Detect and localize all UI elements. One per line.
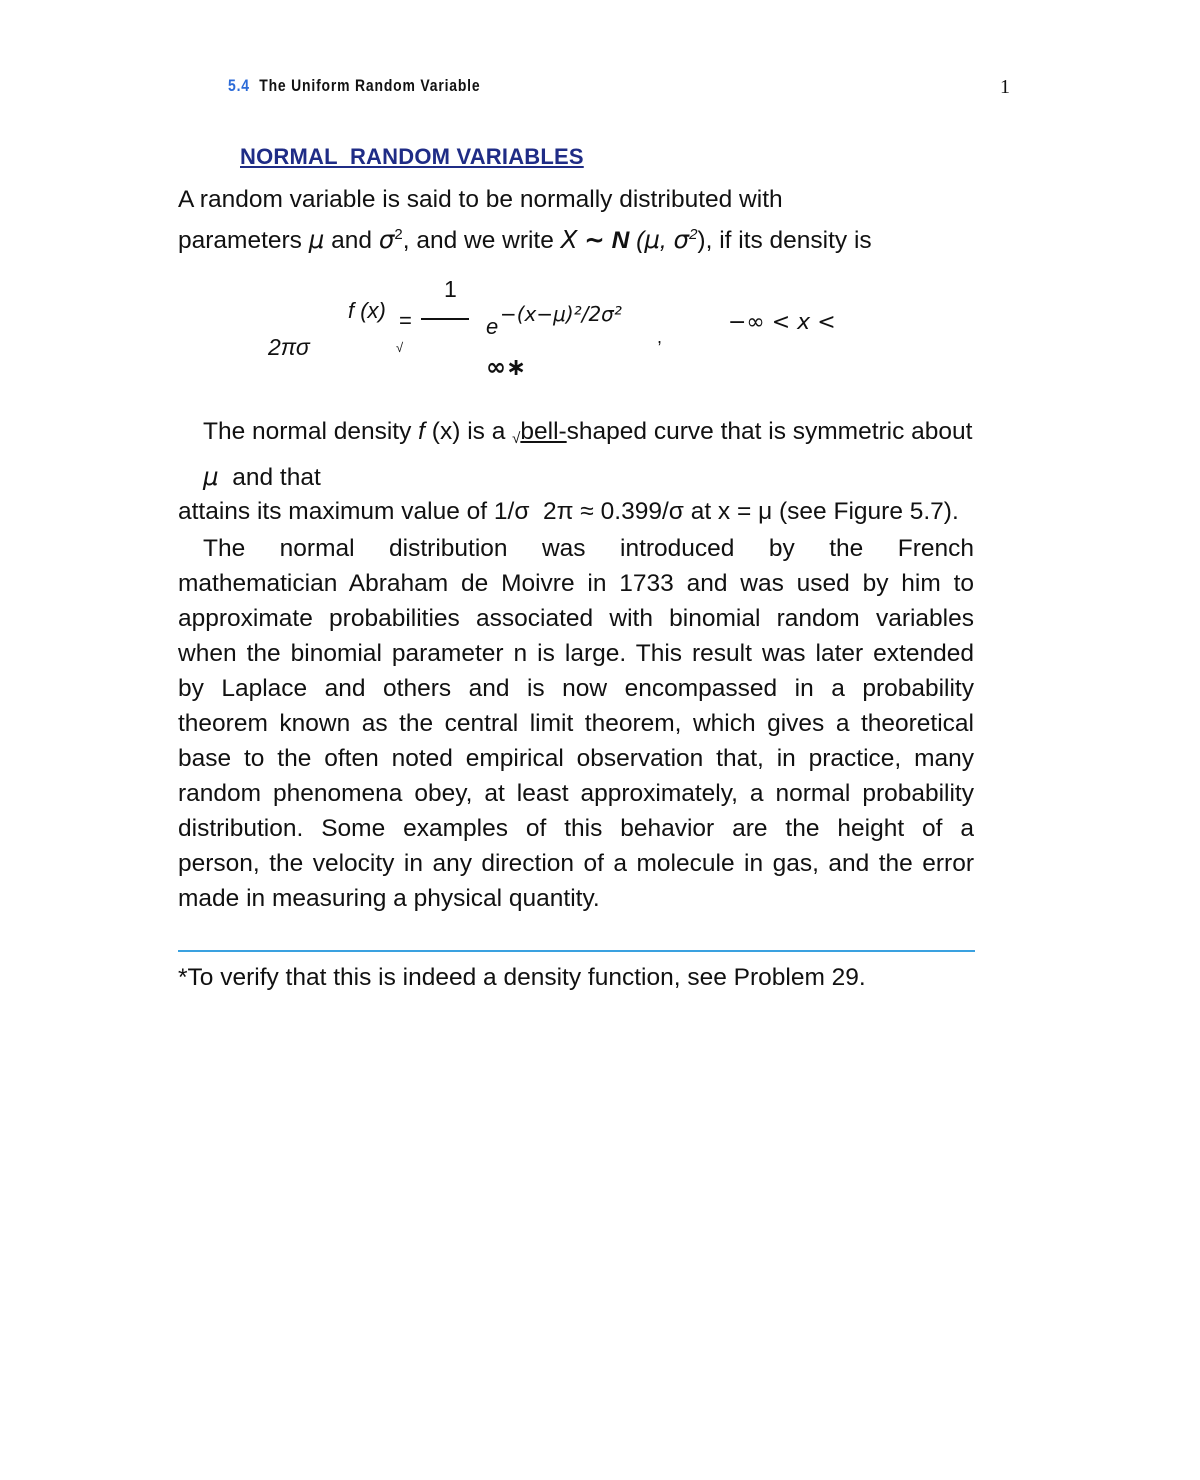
tilde-symbol: ~ bbox=[584, 225, 605, 255]
bell-line bbox=[203, 414, 972, 456]
mu-symbol: μ bbox=[308, 225, 325, 255]
paragraph-line-5: by Laplace and others and is now encompassed in a probability bbox=[178, 675, 974, 702]
paragraph-line-8: random phenomena obey, at least approximately, a normal probability bbox=[178, 780, 974, 807]
bell-f: f bbox=[418, 418, 425, 445]
paragraph-line-10: person, the velocity in any direction of a molecule in gas, and the error bbox=[178, 850, 974, 877]
denominator: 2πσ bbox=[268, 334, 310, 360]
square-superscript-2: 2 bbox=[689, 226, 698, 243]
sqrt-glyph: √ bbox=[396, 340, 404, 355]
maximum-line: attains its maximum value of 1/σ 2π ≈ 0.399/σ at x = μ (see Figure 5.7). bbox=[178, 498, 959, 525]
intro-text: parameters bbox=[178, 227, 302, 255]
footnote: *To verify that this is indeed a density function, see Problem 29. bbox=[178, 964, 866, 991]
paragraph-line-2: mathematician Abraham de Moivre in 1733 and was used by him to bbox=[178, 570, 974, 597]
exponent: −(x−μ)²/2σ² bbox=[500, 302, 622, 326]
normal-symbol: N bbox=[611, 227, 630, 255]
comma: , bbox=[659, 227, 667, 255]
bell-sqrt-glyph: √ bbox=[512, 430, 521, 447]
paragraph-line-1: The normal distribution was introduced by the French bbox=[203, 535, 974, 562]
formula-numerator: 1 bbox=[444, 276, 457, 302]
formula-exponent bbox=[500, 297, 622, 332]
bell-text-a: The normal density bbox=[203, 418, 412, 445]
fraction-bar bbox=[421, 318, 469, 320]
exp-base: e bbox=[486, 314, 499, 339]
formula-exponential bbox=[486, 309, 498, 344]
sigma-symbol-2: σ bbox=[673, 225, 690, 255]
bell-line-2 bbox=[203, 459, 321, 495]
paragraph-line-6: theorem known as the central limit theorem, which gives a theoretical bbox=[178, 710, 974, 737]
formula-denominator bbox=[268, 330, 310, 365]
bell-text-c: shaped curve that is symmetric about bbox=[566, 418, 973, 445]
bell-x: (x) bbox=[431, 418, 461, 445]
bell-text-b: is a bbox=[467, 418, 506, 445]
running-header bbox=[228, 76, 480, 96]
fx-label: f (x) bbox=[348, 298, 386, 323]
open-paren: ( bbox=[636, 227, 645, 255]
bell-word: bell- bbox=[520, 418, 567, 445]
paragraph-line-11: made in measuring a physical quantity. bbox=[178, 885, 600, 912]
page-title: NORMAL RANDOM VARIABLES bbox=[240, 144, 584, 169]
intro-text-c: ), if its density is bbox=[697, 227, 872, 255]
intro-text-b: , and we write bbox=[402, 227, 554, 255]
infinity-star: ∞∗ bbox=[486, 353, 527, 381]
intro-and: and bbox=[331, 227, 373, 255]
random-variable-x: X bbox=[560, 225, 578, 255]
sigma-symbol: σ bbox=[378, 225, 395, 255]
bell-mu: μ bbox=[203, 462, 219, 491]
mu-symbol-2: μ bbox=[644, 225, 660, 255]
formula-equals: = bbox=[399, 308, 412, 333]
section-number: 5.4 bbox=[228, 76, 250, 95]
paragraph-line-4: when the binomial parameter n is large. This result was later extended bbox=[178, 640, 974, 667]
formula-fx bbox=[348, 293, 386, 328]
section-title: The Uniform Random Variable bbox=[259, 76, 481, 95]
square-superscript: 2 bbox=[394, 226, 403, 243]
intro-line-1: A random variable is said to be normally distributed with bbox=[178, 186, 783, 213]
footnote-divider bbox=[178, 950, 975, 952]
paragraph-line-3: approximate probabilities associated with binomial random variables bbox=[178, 605, 974, 632]
intro-line-2 bbox=[178, 217, 872, 258]
paragraph-line-7: base to the often noted empirical observation that, in practice, many bbox=[178, 745, 974, 772]
page-number: 1 bbox=[1000, 76, 1010, 98]
formula-comma: , bbox=[657, 327, 663, 347]
formula-range bbox=[728, 305, 836, 340]
paragraph-line-9: distribution. Some examples of this behavior are the height of a bbox=[178, 815, 974, 842]
range: −∞ < x < bbox=[728, 310, 836, 335]
bell-text-d: and that bbox=[232, 464, 321, 491]
